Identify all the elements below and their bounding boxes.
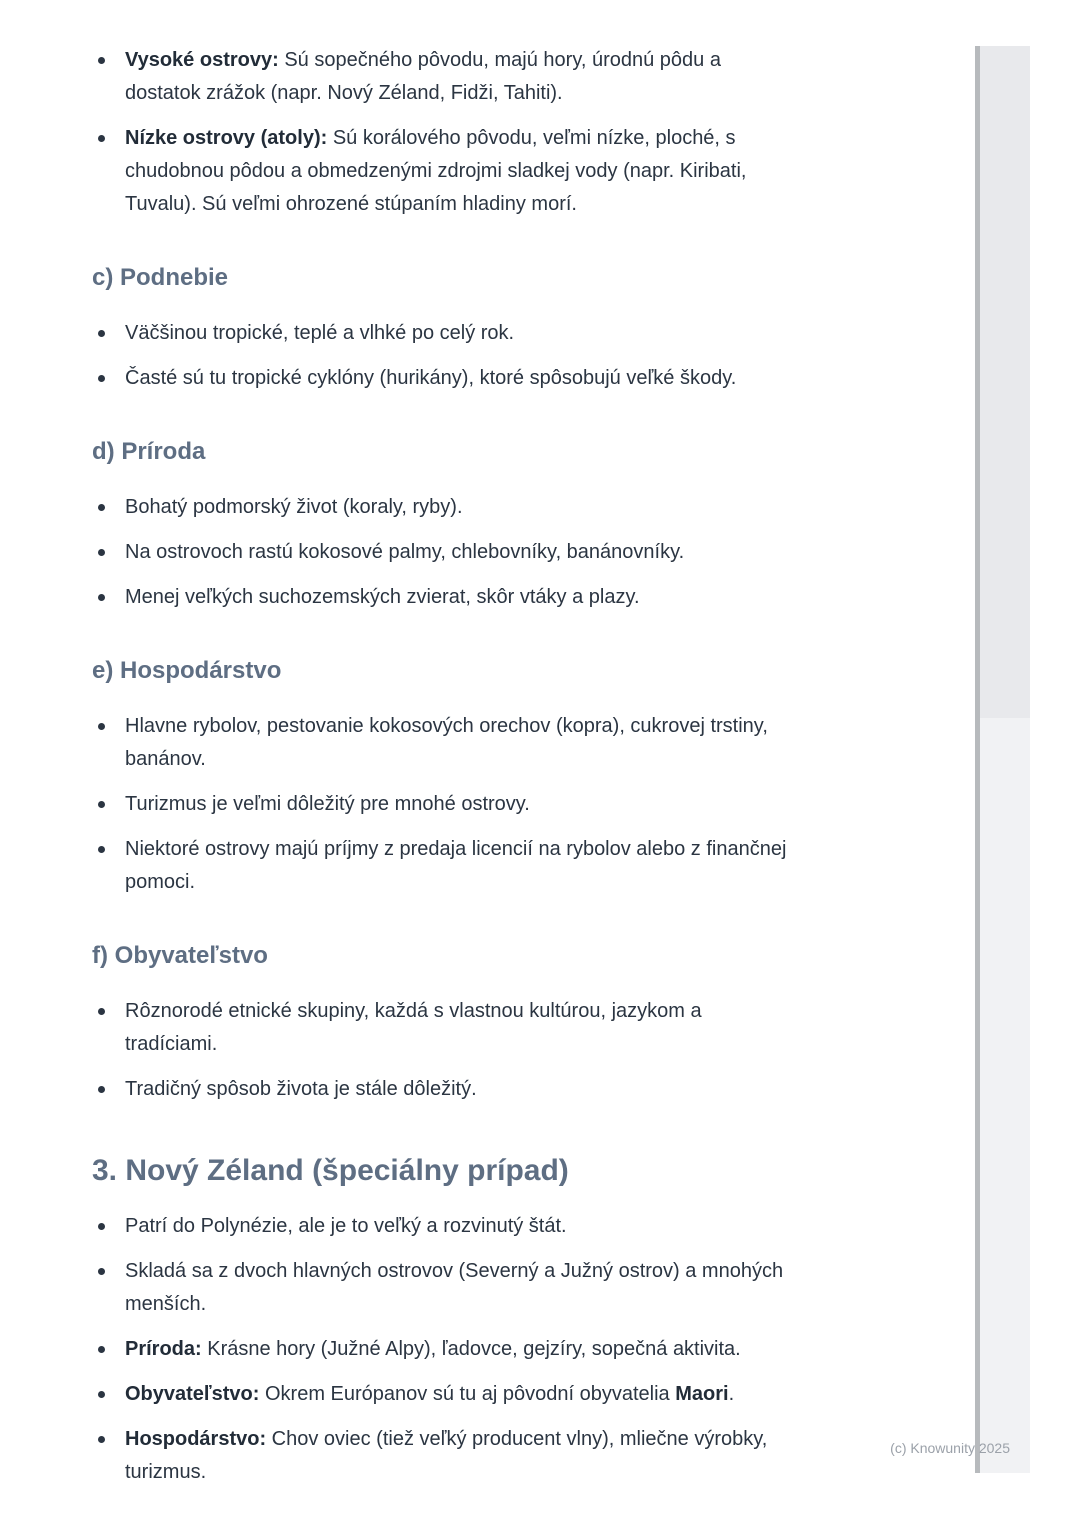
document-content <box>92 44 794 1501</box>
bullet-dot-icon <box>98 801 105 808</box>
section-heading: e) Hospodárstvo <box>92 657 282 684</box>
list-item <box>92 536 794 569</box>
list-item <box>92 362 794 395</box>
list-item-text <box>125 496 463 518</box>
bullet-list <box>92 44 794 221</box>
text-run: Sú korálového pôvodu, veľmi nízke, ploché, s chudobnou pôdou a obmedzenými zdrojmi sladkej vody (napr. Kiribati, Tuvalu). Sú veľmi ohrozené stúpaním hladiny morí. <box>125 127 747 215</box>
bullet-dot-icon <box>98 1268 105 1275</box>
list-item-text <box>125 367 736 389</box>
text-run: Sú sopečného pôvodu, majú hory, úrodnú pôdu a dostatok zrážok (napr. Nový Zéland, Fidži, Tahiti). <box>125 49 721 104</box>
bullet-dot-icon <box>98 846 105 853</box>
list-item <box>92 317 794 350</box>
list-item-text <box>125 1078 477 1100</box>
text-run: Chov oviec (tiež veľký producent vlny), mliečne výrobky, turizmus. <box>125 1428 768 1483</box>
list-item <box>92 44 794 110</box>
list-item-text <box>125 1000 702 1055</box>
bullet-dot-icon <box>98 1391 105 1398</box>
list-item-text <box>125 1338 741 1360</box>
text-run: Bohatý podmorský život (koraly, ryby). <box>125 496 463 518</box>
list-item <box>92 710 794 776</box>
bullet-dot-icon <box>98 135 105 142</box>
bullet-dot-icon <box>98 594 105 601</box>
text-run: Skladá sa z dvoch hlavných ostrovov (Severný a Južný ostrov) a mnohých menších. <box>125 1260 784 1315</box>
list-item <box>92 788 794 821</box>
list-item-text <box>125 127 746 215</box>
bullet-dot-icon <box>98 1008 105 1015</box>
section-heading: d) Príroda <box>92 438 206 465</box>
list-item-text <box>125 1260 783 1315</box>
bold-text-run: Nízke ostrovy (atoly): <box>125 127 328 149</box>
text-run: Tradičný spôsob života je stále dôležitý. <box>125 1078 477 1100</box>
list-item-text <box>125 322 514 344</box>
bullet-dot-icon <box>98 723 105 730</box>
list-item-text <box>125 793 530 815</box>
text-run: Väčšinou tropické, teplé a vlhké po celý rok. <box>125 322 515 344</box>
list-item <box>92 1255 794 1321</box>
text-run: Menej veľkých suchozemských zvierat, skôr vtáky a plazy. <box>125 586 640 608</box>
bullet-dot-icon <box>98 375 105 382</box>
bullet-dot-icon <box>98 1223 105 1230</box>
text-run: Krásne hory (Južné Alpy), ľadovce, gejzíry, sopečná aktivita. <box>201 1338 741 1360</box>
list-item <box>92 581 794 614</box>
bold-text-run: Vysoké ostrovy: <box>125 49 279 71</box>
bold-text-run: Maori <box>675 1383 729 1405</box>
list-item <box>92 1073 794 1106</box>
text-run: Patrí do Polynézie, ale je to veľký a rozvinutý štát. <box>125 1215 567 1237</box>
list-item-text <box>125 1215 567 1237</box>
text-run: Niektoré ostrovy majú príjmy z predaja licencií na rybolov alebo z finančnej pomoci. <box>125 838 787 893</box>
list-item <box>92 122 794 221</box>
list-item-text <box>125 1428 767 1483</box>
bullet-dot-icon <box>98 330 105 337</box>
text-run: Na ostrovoch rastú kokosové palmy, chlebovníky, banánovníky. <box>125 541 685 563</box>
bullet-dot-icon <box>98 504 105 511</box>
list-item-text <box>125 715 768 770</box>
bullet-dot-icon <box>98 549 105 556</box>
text-run: . <box>728 1383 735 1405</box>
bullet-list <box>92 995 794 1106</box>
list-item <box>92 1378 794 1411</box>
text-run: Hlavne rybolov, pestovanie kokosových orechov (kopra), cukrovej trstiny, banánov. <box>125 715 768 770</box>
bullet-list <box>92 491 794 614</box>
bullet-dot-icon <box>98 57 105 64</box>
scrollbar-thumb[interactable] <box>980 46 1030 718</box>
list-item-text <box>125 586 640 608</box>
text-run: Rôznorodé etnické skupiny, každá s vlastnou kultúrou, jazykom a tradíciami. <box>125 1000 702 1055</box>
text-run: Turizmus je veľmi dôležitý pre mnohé ostrovy. <box>125 793 530 815</box>
list-item <box>92 1423 794 1489</box>
list-item <box>92 833 794 899</box>
list-item <box>92 1210 794 1243</box>
list-item <box>92 491 794 524</box>
bullet-dot-icon <box>98 1086 105 1093</box>
text-run: Časté sú tu tropické cyklóny (hurikány), ktoré spôsobujú veľké škody. <box>125 367 737 389</box>
bold-text-run: Príroda: <box>125 1338 202 1360</box>
list-item-text <box>125 1383 734 1405</box>
list-item <box>92 1333 794 1366</box>
chapter-heading: 3. Nový Zéland (špeciálny prípad) <box>92 1154 569 1187</box>
list-item-text <box>125 838 786 893</box>
bullet-list <box>92 1210 794 1489</box>
scrollbar-track[interactable] <box>975 46 1030 1473</box>
bullet-dot-icon <box>98 1346 105 1353</box>
list-item-text <box>125 49 721 104</box>
text-run: Okrem Európanov sú tu aj pôvodní obyvatelia <box>259 1383 676 1405</box>
bullet-list <box>92 710 794 899</box>
section-heading: c) Podnebie <box>92 264 229 291</box>
bullet-dot-icon <box>98 1436 105 1443</box>
list-item-text <box>125 541 684 563</box>
list-item <box>92 995 794 1061</box>
bold-text-run: Obyvateľstvo: <box>125 1383 260 1405</box>
bullet-list <box>92 317 794 395</box>
bold-text-run: Hospodárstvo: <box>125 1428 267 1450</box>
section-heading: f) Obyvateľstvo <box>92 942 268 969</box>
copyright-footer: (c) Knowunity 2025 <box>890 1440 1010 1456</box>
